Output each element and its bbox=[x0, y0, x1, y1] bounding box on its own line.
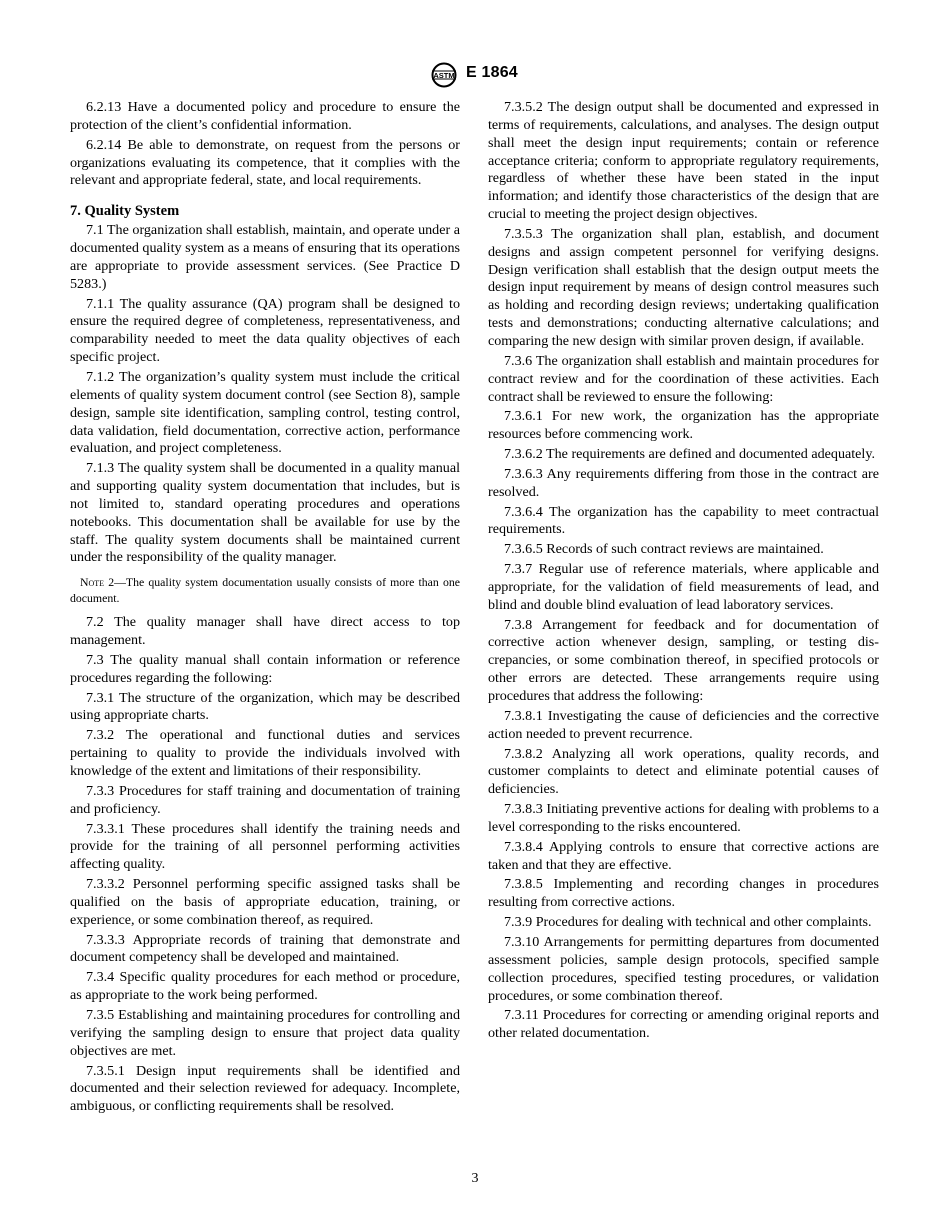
section-heading-quality-system: 7. Quality System bbox=[70, 203, 180, 220]
paragraph-7-3-5-3: 7.3.5.3 The organization shall plan, establish, and document designs and assign competent personnel for verifying designs. Design verification shall establish that the design output meets the design input requirement by means of design control measures such as holding and recording design reviews; undertaking qualification tests and demonstrations; conducting alternative calculations; and comparing the new design with similar proven design, if available. bbox=[488, 225, 879, 349]
astm-logo-icon bbox=[428, 62, 460, 88]
paragraph-7-3-8-4: 7.3.8.4 Applying controls to ensure that corrective actions are taken and that they are effective. bbox=[488, 838, 879, 873]
note-label: Note 2 bbox=[80, 575, 115, 590]
paragraph-7-3-6-3: 7.3.6.3 Any requirements differing from those in the contract are resolved. bbox=[488, 465, 879, 500]
paragraph-7-3-6: 7.3.6 The organization shall establish and maintain procedures for contract review and for the coordination of these activities. Each contract shall be reviewed to ensure the following: bbox=[488, 352, 879, 405]
paragraph-7-3: 7.3 The quality manual shall contain information or reference procedures regarding the following: bbox=[70, 651, 460, 686]
paragraph-6-2-14: 6.2.14 Be able to demonstrate, on request from the persons or organizations evaluating its competence, that it complies with the relevant and appropriate federal, state, and local requirements. bbox=[70, 136, 460, 189]
note-2 bbox=[70, 575, 460, 606]
right-column bbox=[488, 99, 879, 1045]
astm-logo-text: ASTM bbox=[433, 71, 455, 81]
standard-designation: E 1864 bbox=[466, 64, 518, 81]
page-number: 3 bbox=[471, 1171, 479, 1186]
paragraph-7-3-3: 7.3.3 Procedures for staff training and documentation of training and proficiency. bbox=[70, 782, 460, 817]
paragraph-7-2: 7.2 The quality manager shall have direct access to top management. bbox=[70, 614, 460, 649]
paragraph-7-3-8-3: 7.3.8.3 Initiating preventive actions for dealing with problems to a level corresponding to the risks encountered. bbox=[488, 801, 879, 835]
paragraph-7-3-3-1: 7.3.3.1 These procedures shall identify the training needs and provide for the training of all personnel performing activities affecting quality. bbox=[70, 820, 460, 873]
paragraph-7-3-8-5: 7.3.8.5 Implementing and recording changes in procedures resulting from corrective actions. bbox=[488, 876, 879, 911]
paragraph-7-1-2: 7.1.2 The organization’s quality system must include the critical elements of quality system document control (see Section 8), sample design, sample site identification, sampling control, testing control, data validation, field documentation, corrective action, performance evaluation, and project completeness. bbox=[70, 368, 460, 457]
paragraph-7-3-5-2: 7.3.5.2 The design output shall be documented and expressed in terms of requirements, calculations, and analyses. The design output shall meet the design input requirements; contain or reference acceptance criteria; conform to appropriate regulatory requirements, regardless of whether these have been stated in the input information; and identify those characteristics of the design that are crucial to meeting the project design objectives. bbox=[488, 99, 879, 223]
paragraph-7-3-8: 7.3.8 Arrangement for feedback and for documentation of corrective action whenever design, sampling, or testing discrepancies, or some combination thereof, in specified protocols or other errors are detected. These arrangements require using procedures that address the following: bbox=[488, 616, 879, 704]
paragraph-7-3-9: 7.3.9 Procedures for dealing with technical and other complaints. bbox=[504, 914, 872, 931]
paragraph-7-3-5-1: 7.3.5.1 Design input requirements shall be identified and documented and their selection reviewed for adequacy. Incomplete, ambiguous, or conflicting requirements shall be resolved. bbox=[70, 1062, 460, 1115]
paragraph-7-3-1: 7.3.1 The structure of the organization, which may be described using appropriate charts. bbox=[70, 689, 460, 724]
note-text: —The quality system documentation usually consists of more than one document. bbox=[70, 575, 460, 605]
page-header bbox=[0, 60, 950, 90]
paragraph-7-1-1: 7.1.1 The quality assurance (QA) program shall be designed to ensure the required degree of completeness, representativeness, and comparability needed to meet the data quality objectives of each specific project. bbox=[70, 295, 460, 366]
paragraph-7-3-5: 7.3.5 Establishing and maintaining procedures for controlling and verifying the sampling design to ensure that project data quality objectives are met. bbox=[70, 1006, 460, 1059]
paragraph-7-3-2: 7.3.2 The operational and functional duties and services pertaining to quality to provide the individuals involved with knowledge of the extent and limitations of their responsibility. bbox=[70, 727, 460, 779]
paragraph-7-3-6-4: 7.3.6.4 The organization has the capability to meet contractual requirements. bbox=[488, 503, 879, 538]
paragraph-7-1: 7.1 The organization shall establish, maintain, and operate under a documented quality system as a means of ensuring that its operations are appropriate to provide assessment services. (See Practice D 5283.) bbox=[70, 222, 460, 292]
paragraph-7-3-10: 7.3.10 Arrangements for permitting departures from documented assessment policies, sample design protocols, specified sample collection procedures, specified testing procedures, or validation procedures, or some combination thereof. bbox=[488, 933, 879, 1004]
paragraph-7-3-4: 7.3.4 Specific quality procedures for each method or procedure, as appropriate to the work being performed. bbox=[70, 969, 460, 1004]
paragraph-7-3-11: 7.3.11 Procedures for correcting or amending original reports and other related documentation. bbox=[488, 1007, 879, 1042]
paragraph-7-3-3-3: 7.3.3.3 Appropriate records of training that demonstrate and document competency shall be developed and maintained. bbox=[70, 931, 460, 966]
left-column bbox=[70, 99, 460, 1118]
paragraph-7-3-3-2: 7.3.3.2 Personnel performing specific assigned tasks shall be qualified on the basis of appropriate education, training, or experience, or some combination thereof, as required. bbox=[70, 876, 460, 928]
paragraph-7-3-7: 7.3.7 Regular use of reference materials, where applicable and appropriate, for the validation of field measurements of lead, and blind and double blind evaluation of lead laboratory services. bbox=[488, 561, 879, 613]
paragraph-7-3-6-5: 7.3.6.5 Records of such contract reviews are maintained. bbox=[504, 541, 824, 558]
paragraph-7-1-3: 7.1.3 The quality system shall be documented in a quality manual and supporting quality system documentation that includes, but is not limited to, standard operating procedures and operations notebooks. This documentation shall be available for use by the staff. The quality system documents shall be maintained current under the responsibility of the quality manager. bbox=[70, 460, 460, 566]
paragraph-7-3-8-2: 7.3.8.2 Analyzing all work operations, quality records, and customer complaints to detect and eliminate potential causes of deficiencies. bbox=[488, 745, 879, 798]
paragraph-7-3-8-1: 7.3.8.1 Investigating the cause of deficiencies and the corrective action needed to prevent recurrence. bbox=[488, 707, 879, 742]
paragraph-7-3-6-1: 7.3.6.1 For new work, the organization has the appropriate resources before commencing work. bbox=[488, 408, 879, 443]
paragraph-7-3-6-2: 7.3.6.2 The requirements are defined and documented adequately. bbox=[504, 446, 875, 463]
paragraph-6-2-13: 6.2.13 Have a documented policy and procedure to ensure the protection of the client’s confidential information. bbox=[70, 99, 460, 133]
